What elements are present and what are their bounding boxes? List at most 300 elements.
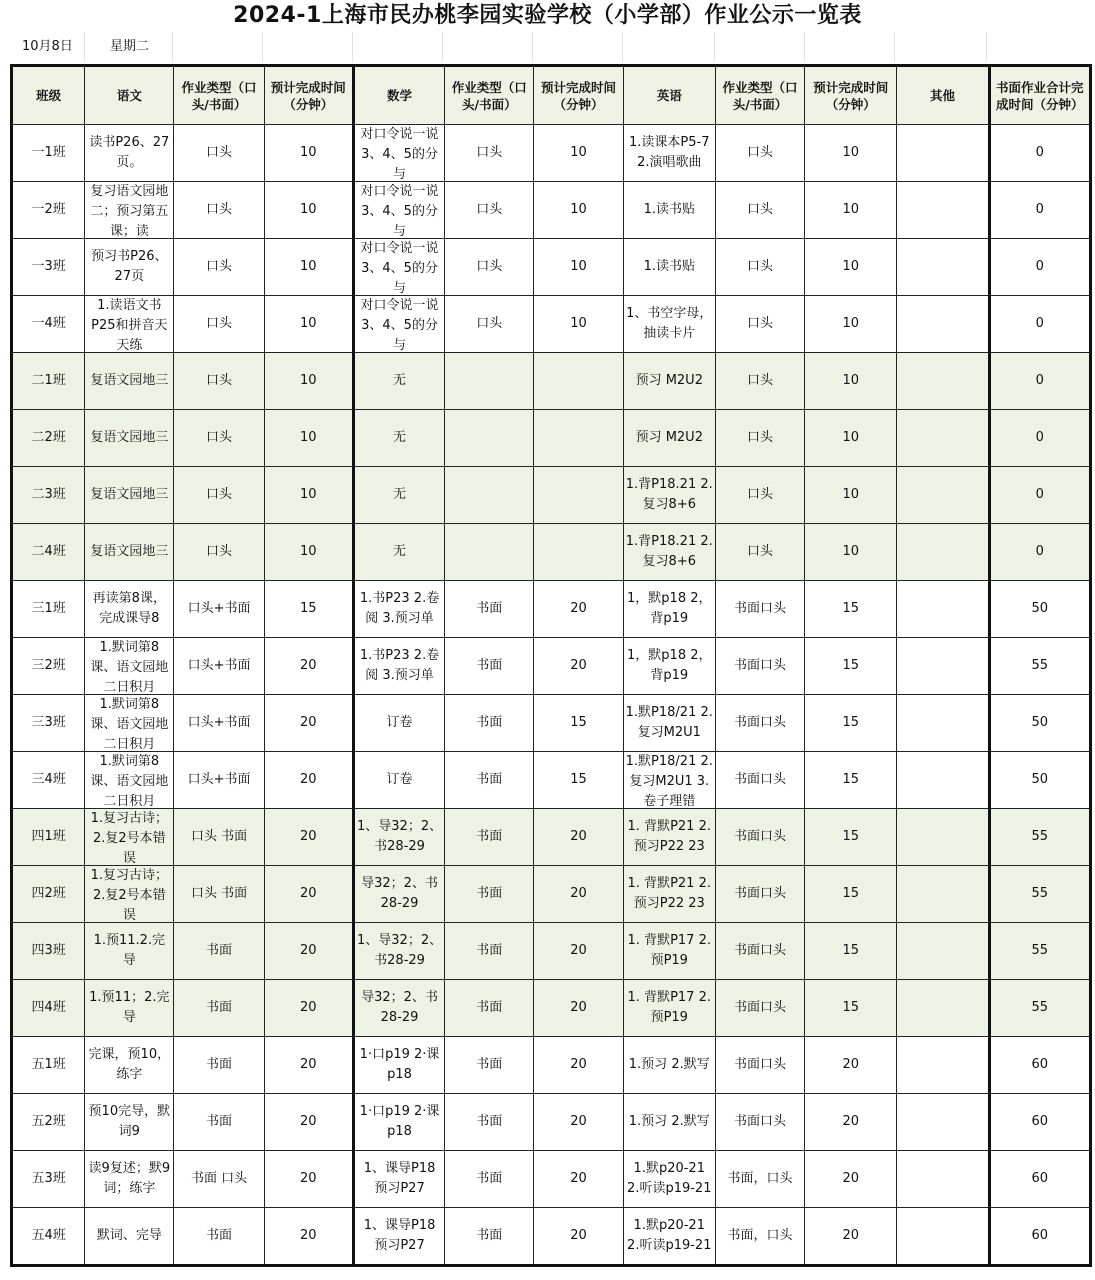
- cell-chinese-type: [174, 1151, 264, 1208]
- cell-math-type: [445, 1208, 534, 1266]
- cell-chinese-time: [264, 581, 353, 638]
- cell-text: 60: [1031, 1114, 1049, 1129]
- cell-text: 10: [300, 202, 317, 217]
- cell-text: 0: [1035, 202, 1044, 217]
- cell-text: 书面，口头: [727, 1171, 793, 1186]
- cell-chinese: [85, 296, 174, 353]
- cell-text: 20: [570, 1057, 587, 1072]
- cell-text: 20: [570, 1228, 587, 1243]
- cell-total: [989, 752, 1090, 809]
- cell-class: [12, 809, 85, 866]
- cell-text: 书面: [206, 1000, 233, 1015]
- cell-math: [353, 980, 444, 1037]
- cell-text: 书面: [476, 1114, 503, 1129]
- cell-math: [353, 866, 444, 923]
- cell-text: 读9复述；默9词；练字: [88, 1161, 171, 1196]
- cell-text: 一4班: [31, 316, 66, 331]
- cell-math-time: [534, 125, 623, 182]
- cell-total: [989, 866, 1090, 923]
- cell-english-type: [715, 1037, 804, 1094]
- cell-text: 1.读书贴: [643, 259, 695, 274]
- cell-chinese: [85, 752, 174, 809]
- cell-text: 书面口头: [734, 658, 787, 673]
- cell-text: 三1班: [31, 601, 66, 616]
- cell-text: 10: [842, 259, 860, 274]
- cell-class: [12, 1094, 85, 1151]
- cell-text: 口头: [476, 316, 503, 331]
- cell-chinese-time: [264, 524, 353, 581]
- cell-text: 口头: [206, 259, 233, 274]
- cell-text: 20: [300, 1000, 317, 1015]
- table-row: [12, 410, 1091, 467]
- cell-text: 15: [842, 1000, 860, 1015]
- cell-text: 书面口头: [734, 943, 787, 958]
- cell-english: [623, 1151, 715, 1208]
- cell-english-time: [805, 353, 897, 410]
- cell-text: 0: [1035, 373, 1044, 388]
- cell-english-time: [805, 809, 897, 866]
- table-row: [12, 125, 1091, 182]
- cell-total: [989, 467, 1090, 524]
- cell-text: 四3班: [31, 943, 66, 958]
- cell-english-type: [715, 638, 804, 695]
- cell-chinese-time: [264, 296, 353, 353]
- cell-text: 对口令说一说3、4、5的分与: [360, 298, 439, 352]
- cell-chinese-time: [264, 1151, 353, 1208]
- cell-other: [897, 296, 989, 353]
- cell-text: 口头+书面: [187, 658, 251, 673]
- cell-english: [623, 638, 715, 695]
- cell-total: [989, 581, 1090, 638]
- cell-chinese-type: [174, 638, 264, 695]
- cell-english: [623, 923, 715, 980]
- cell-chinese-type: [174, 809, 264, 866]
- cell-other: [897, 1208, 989, 1266]
- cell-class: [12, 638, 85, 695]
- cell-chinese-time: [264, 923, 353, 980]
- cell-text: 1.默P18/21 2.复习M2U1 3.卷子理错: [625, 754, 713, 808]
- cell-chinese-time: [264, 1037, 353, 1094]
- cell-text: 20: [300, 1171, 317, 1186]
- table-row: [12, 638, 1091, 695]
- cell-text: 20: [570, 1171, 587, 1186]
- cell-english: [623, 809, 715, 866]
- cell-text: 55: [1031, 886, 1049, 901]
- cell-math-type: [445, 1094, 534, 1151]
- cell-chinese-type: [174, 581, 264, 638]
- header-english-time: 预计完成时间（分钟）: [805, 66, 897, 125]
- cell-math-time: [534, 239, 623, 296]
- cell-text: 20: [300, 829, 317, 844]
- table-row: [12, 524, 1091, 581]
- cell-english: [623, 524, 715, 581]
- table-row: [12, 1037, 1091, 1094]
- cell-text: 10: [300, 544, 317, 559]
- cell-english-type: [715, 1094, 804, 1151]
- cell-other: [897, 1151, 989, 1208]
- cell-chinese-time: [264, 410, 353, 467]
- header-math-time: 预计完成时间（分钟）: [534, 66, 623, 125]
- cell-other: [897, 239, 989, 296]
- cell-text: 复语文园地三: [90, 373, 169, 388]
- cell-total: [989, 1151, 1090, 1208]
- cell-text: 无: [393, 373, 407, 388]
- cell-text: 10: [300, 487, 317, 502]
- cell-english-type: [715, 125, 804, 182]
- cell-text: 1、导32；2、书28-29: [357, 819, 443, 854]
- cell-other: [897, 581, 989, 638]
- cell-class: [12, 467, 85, 524]
- cell-text: 完课，预10，练字: [88, 1047, 171, 1082]
- header-row: [12, 66, 1091, 125]
- cell-math-type: [445, 866, 534, 923]
- header-class: 班级: [12, 66, 85, 125]
- cell-english: [623, 1037, 715, 1094]
- cell-text: 导32；2、书28-29: [361, 990, 438, 1025]
- cell-other: [897, 923, 989, 980]
- cell-text: 三2班: [31, 658, 66, 673]
- cell-text: 1、课导P18 预习P27: [363, 1218, 436, 1253]
- cell-text: 无: [393, 487, 407, 502]
- cell-total: [989, 239, 1090, 296]
- cell-total: [989, 638, 1090, 695]
- cell-text: 10: [300, 430, 317, 445]
- cell-class: [12, 695, 85, 752]
- cell-english-time: [805, 980, 897, 1037]
- cell-math-time: [534, 638, 623, 695]
- cell-total: [989, 182, 1090, 239]
- cell-text: 1. 背默P21 2.预习P22 23: [627, 819, 711, 854]
- cell-chinese-time: [264, 467, 353, 524]
- cell-text: 20: [570, 886, 587, 901]
- cell-text: 口头 书面: [190, 886, 248, 901]
- cell-chinese: [85, 182, 174, 239]
- cell-text: 20: [300, 1228, 317, 1243]
- cell-total: [989, 923, 1090, 980]
- cell-class: [12, 296, 85, 353]
- table-row: [12, 467, 1091, 524]
- cell-class: [12, 1151, 85, 1208]
- cell-english-time: [805, 239, 897, 296]
- cell-text: 书面: [476, 1057, 503, 1072]
- header-chinese: 语文: [85, 66, 174, 125]
- cell-math-type: [445, 353, 534, 410]
- cell-total: [989, 524, 1090, 581]
- cell-class: [12, 524, 85, 581]
- cell-text: 20: [300, 943, 317, 958]
- cell-math-type: [445, 923, 534, 980]
- cell-total: [989, 980, 1090, 1037]
- cell-text: 对口令说一说3、4、5的分与: [360, 184, 439, 238]
- table-row: [12, 809, 1091, 866]
- cell-text: 书面口头: [734, 772, 787, 787]
- cell-other: [897, 1037, 989, 1094]
- cell-text: 15: [842, 772, 860, 787]
- cell-math-type: [445, 1037, 534, 1094]
- cell-chinese-time: [264, 752, 353, 809]
- cell-other: [897, 125, 989, 182]
- cell-math-time: [534, 296, 623, 353]
- cell-english: [623, 467, 715, 524]
- cell-text: 20: [842, 1171, 860, 1186]
- cell-text: 书面: [476, 1228, 503, 1243]
- weekday-label: 星期二: [110, 39, 150, 54]
- cell-other: [897, 980, 989, 1037]
- cell-text: 55: [1031, 1000, 1049, 1015]
- cell-text: 口头: [747, 145, 774, 160]
- cell-text: 五4班: [31, 1228, 66, 1243]
- cell-english-time: [805, 695, 897, 752]
- cell-text: 书面口头: [734, 1000, 787, 1015]
- cell-text: 1.默词第8课、语文园地二日积月: [90, 640, 169, 694]
- cell-text: 五2班: [31, 1114, 66, 1129]
- cell-text: 1、书空字母，抽读卡片: [626, 306, 713, 341]
- cell-text: 0: [1035, 544, 1044, 559]
- cell-math: [353, 638, 444, 695]
- cell-class: [12, 1208, 85, 1266]
- cell-text: 四2班: [31, 886, 66, 901]
- cell-text: 五1班: [31, 1057, 66, 1072]
- cell-text: 复语文园地三: [90, 487, 169, 502]
- cell-text: 一2班: [31, 202, 66, 217]
- cell-math-time: [534, 980, 623, 1037]
- cell-class: [12, 980, 85, 1037]
- cell-math-time: [534, 809, 623, 866]
- cell-text: 1.读课本P5-7 2.演唱歌曲: [629, 135, 710, 170]
- cell-text: 口头 书面: [190, 829, 248, 844]
- cell-math: [353, 353, 444, 410]
- cell-math-type: [445, 125, 534, 182]
- cell-text: 1.书P23 2.卷阅 3.预习单: [359, 648, 440, 683]
- cell-text: 口头: [747, 544, 774, 559]
- cell-math-time: [534, 866, 623, 923]
- cell-chinese: [85, 866, 174, 923]
- cell-text: 15: [842, 715, 860, 730]
- cell-chinese-type: [174, 1208, 264, 1266]
- cell-class: [12, 410, 85, 467]
- cell-text: 10: [300, 259, 317, 274]
- cell-math: [353, 923, 444, 980]
- cell-other: [897, 353, 989, 410]
- cell-english-time: [805, 410, 897, 467]
- cell-class: [12, 866, 85, 923]
- cell-math: [353, 296, 444, 353]
- cell-text: 口头: [476, 202, 503, 217]
- cell-total: [989, 410, 1090, 467]
- cell-english-type: [715, 410, 804, 467]
- cell-chinese: [85, 239, 174, 296]
- cell-english: [623, 353, 715, 410]
- cell-text: 无: [393, 430, 407, 445]
- cell-math-time: [534, 353, 623, 410]
- cell-text: 1·口p19 2·课p18: [359, 1104, 440, 1139]
- cell-text: 1.预11；2.完导: [89, 990, 170, 1025]
- cell-text: 1·口p19 2·课p18: [359, 1047, 440, 1082]
- cell-text: 0: [1035, 259, 1044, 274]
- cell-text: 15: [842, 886, 860, 901]
- cell-text: 口头: [747, 259, 774, 274]
- cell-class: [12, 182, 85, 239]
- header-other: 其他: [897, 66, 989, 125]
- cell-chinese-time: [264, 809, 353, 866]
- cell-chinese-type: [174, 752, 264, 809]
- cell-other: [897, 752, 989, 809]
- cell-text: 口头: [206, 316, 233, 331]
- cell-english-time: [805, 1208, 897, 1266]
- header-math: 数学: [353, 66, 444, 125]
- cell-text: 15: [842, 829, 860, 844]
- cell-math: [353, 581, 444, 638]
- cell-text: 60: [1031, 1057, 1049, 1072]
- cell-english-type: [715, 866, 804, 923]
- cell-text: 一3班: [31, 259, 66, 274]
- cell-text: 三4班: [31, 772, 66, 787]
- date-label: 10月8日: [22, 39, 73, 54]
- cell-total: [989, 125, 1090, 182]
- cell-english-type: [715, 695, 804, 752]
- cell-english: [623, 980, 715, 1037]
- cell-english: [623, 1208, 715, 1266]
- cell-text: 10: [842, 487, 860, 502]
- cell-text: 15: [300, 601, 317, 616]
- cell-text: 复语文园地三: [90, 430, 169, 445]
- cell-text: 书面口头: [734, 886, 787, 901]
- cell-text: 1. 背默P21 2.预习P22 23: [627, 876, 711, 911]
- cell-english: [623, 752, 715, 809]
- cell-text: 口头: [206, 145, 233, 160]
- cell-math: [353, 125, 444, 182]
- cell-text: 书面: [476, 772, 503, 787]
- cell-math-type: [445, 296, 534, 353]
- cell-text: 0: [1035, 487, 1044, 502]
- cell-math: [353, 1094, 444, 1151]
- cell-chinese-type: [174, 1094, 264, 1151]
- cell-text: 0: [1035, 430, 1044, 445]
- cell-text: 60: [1031, 1171, 1049, 1186]
- cell-text: 20: [300, 658, 317, 673]
- cell-math: [353, 752, 444, 809]
- cell-text: 复语文园地三: [90, 544, 169, 559]
- cell-text: 1.书P23 2.卷阅 3.预习单: [359, 591, 440, 626]
- cell-class: [12, 1037, 85, 1094]
- cell-math: [353, 1208, 444, 1266]
- cell-text: 1.预习 2.默写: [628, 1057, 710, 1072]
- cell-text: 口头+书面: [187, 772, 251, 787]
- cell-total: [989, 695, 1090, 752]
- table-row: [12, 296, 1091, 353]
- cell-math: [353, 809, 444, 866]
- cell-english: [623, 125, 715, 182]
- cell-math-type: [445, 182, 534, 239]
- cell-text: 10: [842, 430, 860, 445]
- cell-math-type: [445, 467, 534, 524]
- cell-text: 10: [570, 202, 587, 217]
- cell-text: 20: [300, 772, 317, 787]
- cell-text: 1.复习古诗；2.复2号本错误: [90, 811, 169, 865]
- cell-text: 书面: [476, 829, 503, 844]
- cell-english-time: [805, 1094, 897, 1151]
- cell-english-time: [805, 581, 897, 638]
- cell-chinese-type: [174, 467, 264, 524]
- cell-total: [989, 809, 1090, 866]
- cell-text: 50: [1031, 601, 1049, 616]
- cell-english-type: [715, 524, 804, 581]
- cell-text: 书面: [476, 943, 503, 958]
- cell-other: [897, 809, 989, 866]
- cell-text: 二3班: [31, 487, 66, 502]
- table-row: [12, 695, 1091, 752]
- header-math-type: 作业类型（口头/书面）: [445, 66, 534, 125]
- cell-text: 二2班: [31, 430, 66, 445]
- cell-text: 1.预11.2.完导: [93, 933, 166, 968]
- cell-text: 口头: [747, 316, 774, 331]
- cell-text: 15: [842, 943, 860, 958]
- cell-text: 15: [842, 601, 860, 616]
- cell-text: 20: [842, 1228, 860, 1243]
- cell-english-time: [805, 866, 897, 923]
- cell-text: 1.默p20-21 2.听读p19-21: [627, 1218, 712, 1253]
- cell-text: 订卷: [386, 772, 413, 787]
- cell-english-time: [805, 638, 897, 695]
- cell-text: 书面口头: [734, 1057, 787, 1072]
- cell-english: [623, 182, 715, 239]
- cell-text: 1.默词第8课、语文园地二日积月: [90, 754, 169, 808]
- cell-chinese-type: [174, 524, 264, 581]
- cell-text: 15: [570, 715, 587, 730]
- cell-text: 20: [570, 1114, 587, 1129]
- cell-chinese: [85, 809, 174, 866]
- cell-text: 10: [842, 544, 860, 559]
- cell-chinese-type: [174, 125, 264, 182]
- cell-chinese-time: [264, 1094, 353, 1151]
- cell-text: 书面: [476, 601, 503, 616]
- cell-chinese-type: [174, 923, 264, 980]
- cell-text: 口头: [206, 373, 233, 388]
- cell-math-time: [534, 524, 623, 581]
- cell-chinese-time: [264, 125, 353, 182]
- cell-math-time: [534, 1151, 623, 1208]
- cell-text: 10: [842, 373, 860, 388]
- cell-chinese: [85, 353, 174, 410]
- cell-math-type: [445, 581, 534, 638]
- cell-english-type: [715, 1208, 804, 1266]
- cell-chinese-type: [174, 1037, 264, 1094]
- cell-text: 1，默p18 2，背p19: [627, 648, 712, 683]
- homework-table: [10, 64, 1092, 1267]
- table-row: [12, 1094, 1091, 1151]
- cell-text: 20: [570, 658, 587, 673]
- cell-text: 口头+书面: [187, 715, 251, 730]
- cell-class: [12, 239, 85, 296]
- cell-text: 10: [300, 373, 317, 388]
- cell-text: 复习语文园地二；预习第五课；读: [90, 184, 169, 238]
- cell-text: 五3班: [31, 1171, 66, 1186]
- header-chinese-time: 预计完成时间（分钟）: [264, 66, 353, 125]
- cell-chinese: [85, 980, 174, 1037]
- cell-other: [897, 467, 989, 524]
- cell-text: 1、课导P18 预习P27: [363, 1161, 436, 1196]
- cell-math: [353, 467, 444, 524]
- cell-text: 1.背P18.21 2.复习8+6: [625, 477, 713, 512]
- cell-text: 15: [842, 658, 860, 673]
- cell-math: [353, 1151, 444, 1208]
- cell-text: 口头: [476, 259, 503, 274]
- cell-chinese-time: [264, 638, 353, 695]
- cell-text: 书面: [476, 715, 503, 730]
- cell-chinese: [85, 125, 174, 182]
- cell-text: 口头: [206, 202, 233, 217]
- cell-text: 预习 M2U2: [635, 373, 703, 388]
